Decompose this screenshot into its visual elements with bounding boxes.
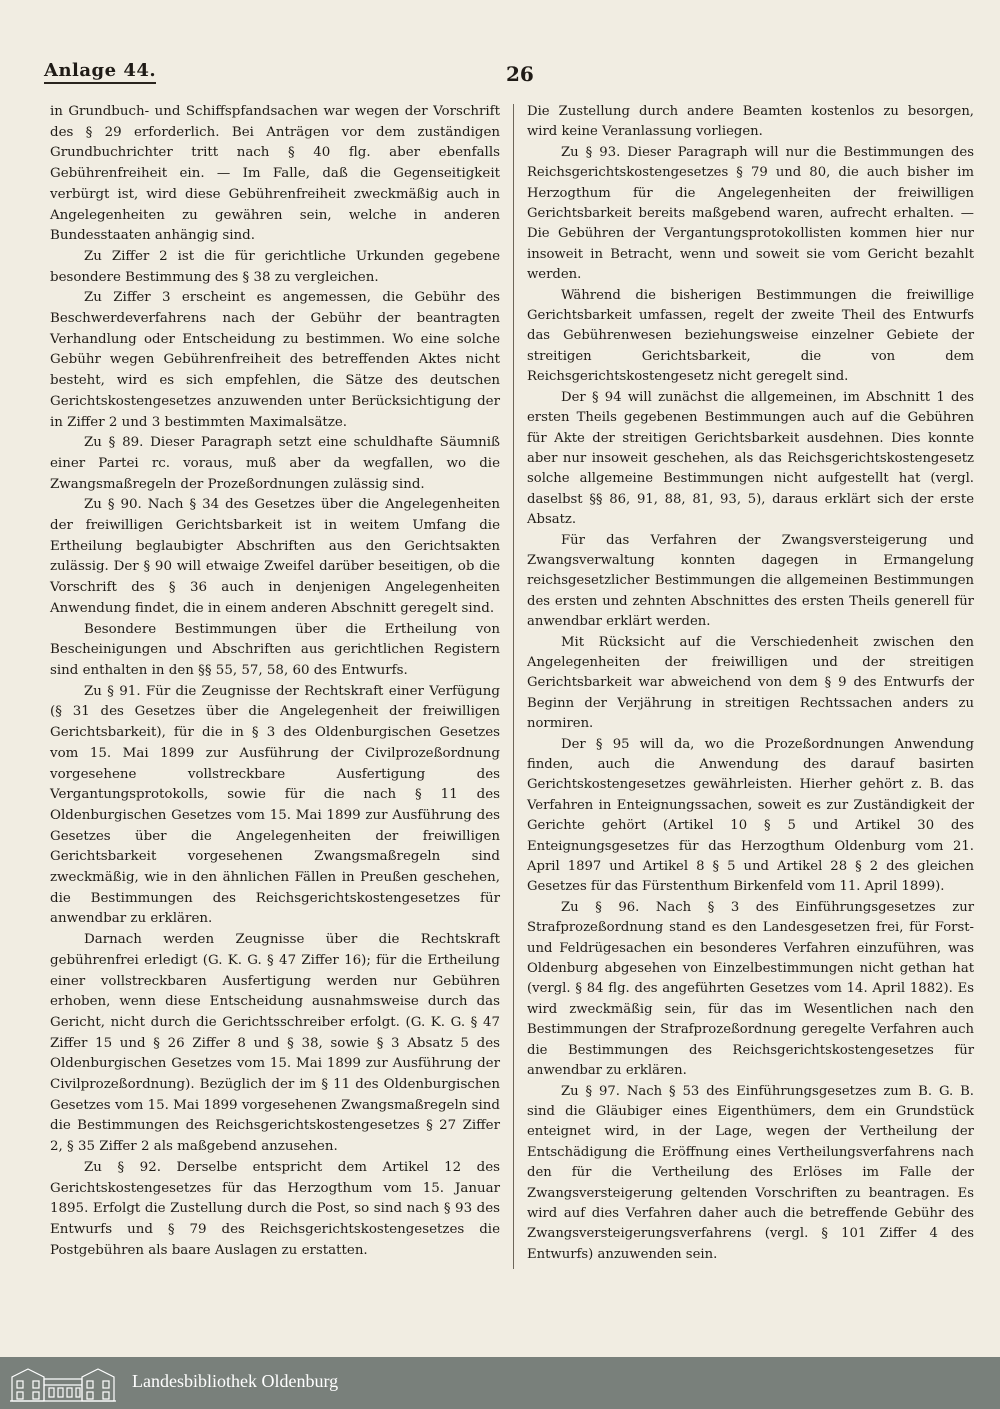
paragraph: Zu Ziffer 3 erscheint es angemessen, die Gebühr des Beschwerdeverfahrens nach der Gebühr der beantragten Verhandlung oder Entscheidung zu bestimmen. Wo eine solche Gebühr wegen Gebührenfreiheit des betreffenden Aktes nicht besteht, wird es sich empfehlen, die Sätze des deutschen Gerichtskostengesetzes anzuwenden unter Berücksichtigung der in Ziffer 2 und 3 bestimmten Maximalsätze.: [50, 290, 500, 430]
paragraph: Während die bisherigen Bestimmungen die freiwillige Gerichtsbarkeit umfassen, regelt der zweite Theil des Entwurfs das Gebührenwesen beziehungsweise einzelner Gebiete der streitigen Gerichtsbarkeit, die von dem Reichsgerichtskostengesetz nicht geregelt sind.: [527, 287, 974, 385]
paragraph: Zu § 93. Dieser Paragraph will nur die Bestimmungen des Reichsgerichtskostengesetzes § 79 und 80, die auch bisher im Herzogthum für die Angelegenheiten der freiwilligen Gerichtsbarkeit bereits maßgebend waren, aufrecht erhalten. — Die Gebühren der Vergantungsprotokollisten kommen hier nur insoweit in Betracht, wenn und soweit sie vom Gericht bezahlt werden.: [527, 144, 974, 283]
paragraph: Besondere Bestimmungen über die Ertheilung von Bescheinigungen und Abschriften aus gerichtlichen Registern sind enthalten in den §§ 55, 57, 58, 60 des Entwurfs.: [50, 621, 500, 678]
paragraph: Zu § 91. Für die Zeugnisse der Rechtskraft einer Verfügung (§ 31 des Gesetzes über die Angelegenheit der freiwilligen Gerichtsbarkeit), für die in § 3 des Oldenburgischen Gesetzes vom 15. Mai 1899 zur Ausführung der Civilprozeßordnung vorgesehene vollstreckbare Ausfertigung des Vergantungsprotokolls, sowie für die nach § 11 des Oldenburgischen Gesetzes vom 15. Mai 1899 zur Ausführung des Gesetzes über die Angelegenheiten der freiwilligen Gerichtsbarkeit vorgesehenen Zwangsmaßregeln sind zweckmäßig, wie in den ähnlichen Fällen in Preußen geschehen, die Bestimmungen des Reichsgerichtskostengesetzes für anwendbar zu erklären.: [50, 683, 500, 927]
paragraph: Zu § 92. Derselbe entspricht dem Artikel 12 des Gerichtskostengesetzes für das Herzogthum vom 15. Januar 1895. Erfolgt die Zustellung durch die Post, so sind nach § 93 des Entwurfs und § 79 des Reichsgerichtskostengesetzes die Postgebühren als baare Auslagen zu erstatten.: [50, 1159, 500, 1258]
paragraph: Der § 94 will zunächst die allgemeinen, im Abschnitt 1 des ersten Theils gegebenen Bestimmungen auch auf die Gebühren für Akte der streitigen Gerichtsbarkeit ausdehnen. Dies konnte aber nur insoweit geschehen, als das Reichsgerichtskostengesetz solche allgemeine Bestimmungen nicht aufgestellt hat (vergl. daselbst §§ 86, 91, 88, 81, 93, 5), daraus erklärt sich der erste Absatz.: [527, 389, 974, 528]
paragraph: Für das Verfahren der Zwangsversteigerung und Zwangsverwaltung konnten dagegen in Ermangelung reichsgesetzlicher Bestimmungen die allgemeinen Bestimmungen des ersten und zehnten Abschnittes des ersten Theils generell für anwendbar erklärt werden.: [527, 532, 974, 630]
paragraph: Zu § 97. Nach § 53 des Einführungsgesetzes zum B. G. B. sind die Gläubiger eines Eigenthümers, dem ein Grundstück enteignet wird, in der Lage, wegen der Vertheilung der Entschädigung die Eröffnung eines Vertheilungsverfahrens nach den für die Vertheilung des Erlöses im Falle der Zwangsversteigerung geltenden Vorschriften zu beantragen. Es wird auf dies Verfahren daher auch die betreffende Gebühr des Zwangsversteigerungsverfahrens (vergl. § 101 Ziffer 4 des Entwurfs) anzuwenden sein.: [527, 1083, 974, 1262]
page-header: [44, 60, 974, 90]
library-footer: [0, 1357, 1000, 1409]
paragraph: in Grundbuch- und Schiffspfandsachen war wegen der Vorschrift des § 29 erforderlich. Bei Anträgen vor dem zuständigen Grundbuchrichter tritt nach § 40 flg. aber ebenfalls Gebührenfreiheit ein. — Im Falle, daß die Gegenseitigkeit verbürgt ist, wird diese Gebührenfreiheit zweckmäßig auch in Angelegenheiten zu gewähren sein, welche in anderen Bundesstaaten anhängig sind.: [50, 104, 500, 244]
annex-label: Anlage 44.: [44, 60, 156, 84]
right-column: [527, 102, 974, 1265]
paragraph: Der § 95 will da, wo die Prozeßordnungen Anwendung finden, auch die Anwendung des darauf basirten Gerichtskostengesetzes gewährleisten. Hierher gehört z. B. das Verfahren in Enteignungssachen, soweit es zur Zuständigkeit der Gerichte gehört (Artikel 10 § 5 und Artikel 30 des Enteignungsgesetzes für das Herzogthum Oldenburg vom 21. April 1897 und Artikel 8 § 5 und Artikel 28 § 2 des gleichen Gesetzes für das Fürstenthum Birkenfeld vom 11. April 1899).: [527, 736, 974, 895]
paragraph: Mit Rücksicht auf die Verschiedenheit zwischen den Angelegenheiten der freiwilligen und der streitigen Gerichtsbarkeit war abweichend von dem § 9 des Entwurfs der Beginn der Verjährung in streitigen Rechtssachen anders zu normiren.: [527, 634, 974, 732]
paragraph: Darnach werden Zeugnisse über die Rechtskraft gebührenfrei erledigt (G. K. G. § 47 Ziffer 16); für die Ertheilung einer vollstreckbaren Ausfertigung werden nur Gebühren erhoben, wenn diese Entscheidung ausnahmsweise durch das Gericht, nicht durch die Gerichtsschreiber erfolgt. (G. K. G. § 47 Ziffer 15 und § 26 Ziffer 8 und § 38, sowie § 3 Absatz 5 des Oldenburgischen Gesetzes vom 15. Mai 1899 zur Ausführung der Civilprozeßordnung). Bezüglich der im § 11 des Oldenburgischen Gesetzes vom 15. Mai 1899 vorgesehenen Zwangsmaßregeln sind die Bestimmungen des Reichsgerichtskostengesetzes § 27 Ziffer 2, § 35 Ziffer 2 als maßgebend anzusehen.: [50, 932, 500, 1155]
paragraph: Zu § 96. Nach § 3 des Einführungsgesetzes zur Strafprozeßordnung stand es den Landesgesetzen frei, für Forst- und Feldrügesachen ein besonderes Verfahren einzuführen, was Oldenburg abgesehen von Einzelbestimmungen nicht gethan hat (vergl. § 84 flg. des angeführten Gesetzes vom 14. April 1882). Es wird zweckmäßig sein, für das im Wesentlichen nach den Bestimmungen der Strafprozeßordnung geregelte Verfahren auch die Bestimmungen des Reichsgerichtskostengesetzes für anwendbar zu erklären.: [527, 899, 974, 1079]
left-column: [50, 102, 500, 1261]
paragraph: Zu Ziffer 2 ist die für gerichtliche Urkunden gegebene besondere Bestimmung des § 38 zu vergleichen.: [50, 248, 500, 285]
page-number: 26: [506, 62, 534, 86]
column-divider: [513, 104, 514, 1269]
library-name: Landesbibliothek Oldenburg: [132, 1371, 339, 1391]
paragraph: Die Zustellung durch andere Beamten kostenlos zu besorgen, wird keine Veranlassung vorliegen.: [527, 104, 974, 140]
paragraph: Zu § 89. Dieser Paragraph setzt eine schuldhafte Säumniß einer Partei rc. voraus, muß aber da wegfallen, wo die Zwangsmaßregeln der Prozeßordnungen zulässig sind.: [50, 435, 500, 492]
paragraph: Zu § 90. Nach § 34 des Gesetzes über die Angelegenheiten der freiwilligen Gerichtsbarkeit ist in weitem Umfang die Ertheilung beglaubigter Abschriften aus den Gerichtsakten zulässig. Der § 90 will etwaige Zweifel darüber beseitigen, ob die Vorschrift des § 36 auch in denjenigen Angelegenheiten Anwendung findet, die in einem anderen Abschnitt geregelt sind.: [50, 497, 500, 616]
library-building-icon: [8, 1363, 118, 1403]
